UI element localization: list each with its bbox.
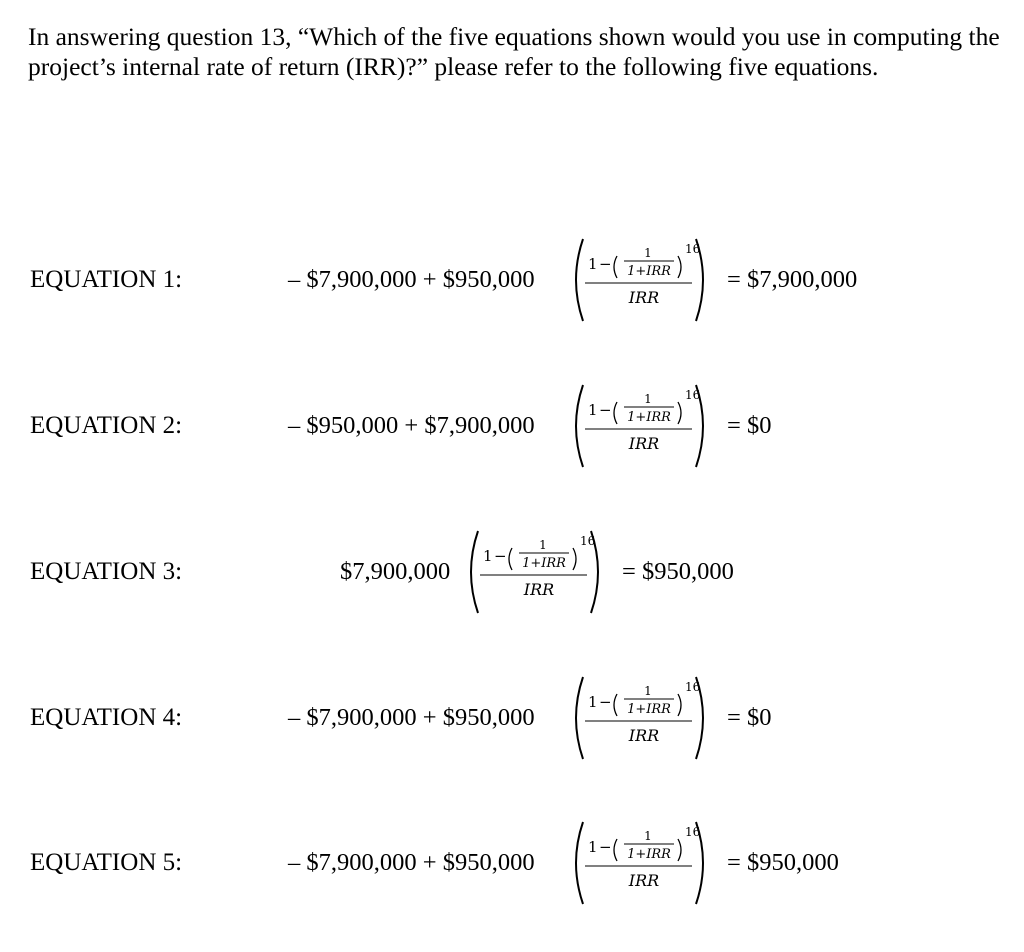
svg-text:16: 16 xyxy=(685,680,701,694)
equation-rhs: = $7,900,000 xyxy=(727,266,858,293)
svg-text:1: 1 xyxy=(539,538,547,552)
annuity-factor-formula xyxy=(568,229,718,339)
svg-text:IRR: IRR xyxy=(628,871,660,890)
svg-text:1: 1 xyxy=(588,255,598,273)
equation-lhs: $7,900,000 xyxy=(340,558,451,585)
svg-text:IRR: IRR xyxy=(628,434,660,453)
equation-lhs: – $950,000 + $7,900,000 xyxy=(288,412,535,439)
svg-text:1+IRR: 1+IRR xyxy=(627,264,671,279)
annuity-factor-formula xyxy=(568,667,718,777)
annuity-factor-formula xyxy=(463,521,613,631)
svg-text:1: 1 xyxy=(588,401,598,419)
equation-1 xyxy=(0,229,1024,339)
svg-text:−: − xyxy=(494,547,507,565)
equation-rhs: = $950,000 xyxy=(622,558,734,585)
equation-lhs: – $7,900,000 + $950,000 xyxy=(288,266,535,293)
svg-text:1: 1 xyxy=(644,684,652,698)
svg-text:IRR: IRR xyxy=(628,726,660,745)
equation-label: EQUATION 2: xyxy=(30,412,183,439)
equation-lhs: – $7,900,000 + $950,000 xyxy=(288,849,535,876)
svg-text:1: 1 xyxy=(644,829,652,843)
svg-text:IRR: IRR xyxy=(523,580,555,599)
intro-paragraph: In answering question 13, “Which of the five equations shown would you use in computing the project’s internal rate of return (IRR)?” please refer to the following five equations. xyxy=(28,22,1000,81)
equation-3 xyxy=(0,521,1024,631)
svg-text:−: − xyxy=(599,693,612,711)
annuity-factor-formula xyxy=(568,375,718,485)
equation-rhs: = $950,000 xyxy=(727,849,839,876)
svg-text:1: 1 xyxy=(588,838,598,856)
equation-4 xyxy=(0,667,1024,777)
svg-text:IRR: IRR xyxy=(628,288,660,307)
svg-text:1+IRR: 1+IRR xyxy=(522,556,566,571)
equation-label: EQUATION 5: xyxy=(30,849,183,876)
svg-text:1: 1 xyxy=(644,392,652,406)
svg-text:1+IRR: 1+IRR xyxy=(627,847,671,862)
equation-5 xyxy=(0,812,1024,922)
svg-text:1+IRR: 1+IRR xyxy=(627,410,671,425)
svg-text:−: − xyxy=(599,401,612,419)
equation-label: EQUATION 4: xyxy=(30,704,183,731)
equation-2 xyxy=(0,375,1024,485)
svg-text:−: − xyxy=(599,838,612,856)
svg-text:1: 1 xyxy=(588,693,598,711)
equation-label: EQUATION 1: xyxy=(30,266,183,293)
svg-text:16: 16 xyxy=(580,534,596,548)
svg-text:1: 1 xyxy=(644,246,652,260)
svg-text:1+IRR: 1+IRR xyxy=(627,702,671,717)
equation-label: EQUATION 3: xyxy=(30,558,183,585)
annuity-factor-formula xyxy=(568,812,718,922)
equation-rhs: = $0 xyxy=(727,412,772,439)
equation-rhs: = $0 xyxy=(727,704,772,731)
svg-text:−: − xyxy=(599,255,612,273)
svg-text:16: 16 xyxy=(685,825,701,839)
svg-text:1: 1 xyxy=(483,547,493,565)
equation-lhs: – $7,900,000 + $950,000 xyxy=(288,704,535,731)
svg-text:16: 16 xyxy=(685,388,701,402)
svg-text:16: 16 xyxy=(685,242,701,256)
